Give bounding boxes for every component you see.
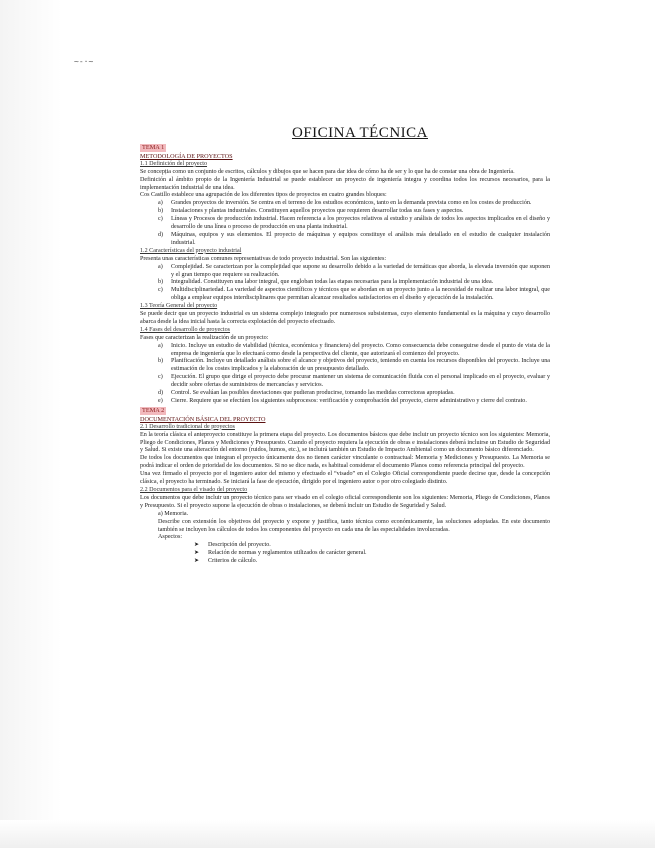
list-item: ➤ Relación de normas y reglamentos utilizados de carácter general. xyxy=(194,550,367,557)
arrow-bullet-icon: ➤ xyxy=(194,558,200,565)
paragraph: Describe con extensión los objetivos del proyecto y expone y justifica, tanto técnica como económicamente, las soluciones adoptadas. En este documento también se incluyen los cálculos de todos los componentes del proyecto en cada una de las especialidades involucradas. xyxy=(158,518,550,533)
paragraph: Una vez firmado el proyecto por el ingeniero autor del mismo y efectuado el “visado” en el Colegio Oficial correspondiente puede decirse que, desde la concepción clásica, el proyecto ha terminado. Se iniciará la fase de ejecución, dirigido por el ingeniero autor o por otro colegiado distinto. xyxy=(140,471,550,486)
paragraph: Presenta unas características comunes representativas de todo proyecto industrial. Son las siguientes: xyxy=(140,255,387,262)
section-1-3-title: 1.3 Teoría General del proyecto xyxy=(140,303,218,310)
paragraph: Cos Castillo establece una agrupación de los diferentes tipos de proyectos en cuatro grandes bloques: xyxy=(140,192,387,199)
project-types-list xyxy=(140,200,550,247)
paragraph: Se concepția como un conjunto de escritos, cálculos y dibujos que se hacen para dar idea de cómo ha de ser y lo que ha de constar una obra de Ingeniería. xyxy=(140,168,515,175)
list-item: a) Inicio. Incluye un estudio de viabilidad (técnica, económica y financiera) del proyecto. Como consecuencia debe conseguirse desde el punto de vista de la empresa de ingeniería que lo efectuará como desde la perspectiva del cliente, que autorizará el comienzo del proyecto. xyxy=(158,342,550,357)
phases-list xyxy=(140,343,550,406)
list-item: a) Grandes proyectos de inversión. Se centra en el terreno de los estudios económicos, tanto en la demanda prevista como en los costes de producción. xyxy=(158,200,532,207)
paragraph: Fases que caracterizan la realización de un proyecto: xyxy=(140,334,269,341)
paragraph: De todos los documentos que integran el proyecto únicamente dos no tienen carácter vinculante o contractual: Memoria y Mediciones y Presupuesto. La Memoria se podrá indicar el orden de prioridad de los documentos. Si no se dice nada, es habitual considerar el documento Planos como referencia principal del proyecto. xyxy=(140,455,550,470)
tema-1-badge: TEMA 1 xyxy=(142,144,165,151)
aspects-label: Aspectos: xyxy=(158,534,183,541)
scan-left-shadow xyxy=(0,0,62,848)
list-item: c) Multidisciplinariedad. La variedad de aspectos científicos y técnicos que se abordan en un proyecto junto a la necesidad de realizar una labor integral, que obliga a emplear equipos interdisciplinares que permitan alcanzar resultados satisfactorios en el diseño y ejecución de la instalación. xyxy=(158,287,550,302)
list-item: b) Integralidad. Constituyen una labor integral, que engloban todas las etapas necesarias para la implementación industrial de una idea. xyxy=(158,279,494,286)
section-2-1-title: 2.1 Desarrollo tradicional de proyectos xyxy=(140,423,235,430)
section-1-4-title: 1.4 Fases del desarrollo de proyectos xyxy=(140,326,231,333)
tema-2-heading: DOCUMENTACIÓN BÁSICA DEL PROYECTO xyxy=(140,415,266,423)
section-1-2-title: 1.2 Características del proyecto industrial xyxy=(140,247,242,254)
paragraph: Los documentos que debe incluir un proyecto técnico para ser visado en el colegio oficial correspondiente son los siguientes: Memoria, Pliego de Condiciones, Planos y Presupuesto. Si el proyecto supone la ejecución de obras o instalaciones, se deberá incluir un Estudio de Seguridad y Salud. xyxy=(140,494,550,509)
list-item: c) Ejecución. El grupo que dirige el proyecto debe procurar mantener un sistema de comunicación fluida con el personal implicado en el proyecto, evaluar y decidir sobre ofertas de suministros de mercancías y servicios. xyxy=(158,374,550,389)
pen-mark: ~-·~ xyxy=(74,57,94,66)
arrow-bullet-icon: ➤ xyxy=(194,550,200,557)
section-2-2-title: 2.2 Documentos para el visado del proyecto xyxy=(140,486,248,493)
tema-2-badge: TEMA 2 xyxy=(142,406,165,414)
list-item: e) Cierre. Requiere que se efectúen los siguientes subprocesos: verificación y comprobación del proyecto, cierre administrativo y cierre del contrato. xyxy=(158,398,527,404)
list-item: d) Control. Se evalúan las posibles desviaciones que pudieran producirse, tomando las medidas correctoras apropiadas. xyxy=(158,390,455,397)
section-1-1-title: 1.1 Definición del proyecto xyxy=(140,160,208,167)
document-page xyxy=(140,125,550,566)
characteristics-list xyxy=(140,264,550,304)
paragraph: En la teoría clásica el anteproyecto constituye la primera etapa del proyecto. Los documentos básicos que debe incluir un proyecto técnico son los siguientes: Memoria, Pliego de Condiciones, Planos y Mediciones y Presupuesto. Cuando el proyecto requiera la ejecución de obras e instalaciones deberá incluirse un Estudio de Seguridad y Salud. Si existe una alteración del entorno (ruidos, humos, etc.), se incluirá también un Estudio de Impacto Ambiental como un documento básico diferenciado. xyxy=(140,431,550,454)
tema-1-heading: METODOLOGÍA DE PROYECTOS xyxy=(140,152,233,160)
list-item: b) Planificación. Incluye un detallado análisis sobre el alcance y objetivos del proyecto, teniendo en cuenta los recursos disponibles del proyecto. Incluye una estimación de los costes implicados y la elaboración de un presupuesto detallado. xyxy=(158,358,550,373)
memoria-item: a) Memoria. xyxy=(158,510,189,517)
page-title: OFICINA TÉCNICA xyxy=(292,125,428,141)
paragraph: Definición al ámbito propio de la Ingeniería Industrial se puede establecer un proyecto de ingeniería integra y coordina todos los recursos necesarios, para la implementación industrial de una idea. xyxy=(140,176,550,191)
list-item: a) Complejidad. Se caracterizan por la complejidad que supone su desarrollo debido a la variedad de temáticas que aborda, la elevada inversión que suponen y el gran tiempo que requiere su realización. xyxy=(158,263,550,278)
list-item: ➤ Criterios de cálculo. xyxy=(194,558,258,565)
list-item: d) Máquinas, equipos y sus elementos. El proyecto de máquinas y equipos constituye el análisis más detallado en el estudio de cualquier instalación industrial. xyxy=(158,231,550,246)
paragraph: Se puede decir que un proyecto industrial es un sistema complejo integrado por numerosos subsistemas, cuyo elemento fundamental es la máquina y cuyo desarrollo abarca desde la idea inicial hasta la correcta explotación del proyecto efectuado. xyxy=(140,311,550,325)
scan-bottom-shadow xyxy=(0,820,655,848)
aspects-list xyxy=(140,542,550,566)
arrow-bullet-icon: ➤ xyxy=(194,542,200,549)
list-item: ➤ Descripción del proyecto. xyxy=(194,542,271,549)
list-item: c) Líneas y Procesos de producción industrial. Hacen referencia a los proyectos relativos al estudio y análisis de todos los aspectos implicados en el diseño y desarrollo de una línea o proceso de producción en una planta industrial. xyxy=(158,216,550,231)
list-item: b) Instalaciones y plantas industriales. Constituyen aquellos proyectos que requieren desarrollar todas sus fases y aspectos. xyxy=(158,208,464,215)
